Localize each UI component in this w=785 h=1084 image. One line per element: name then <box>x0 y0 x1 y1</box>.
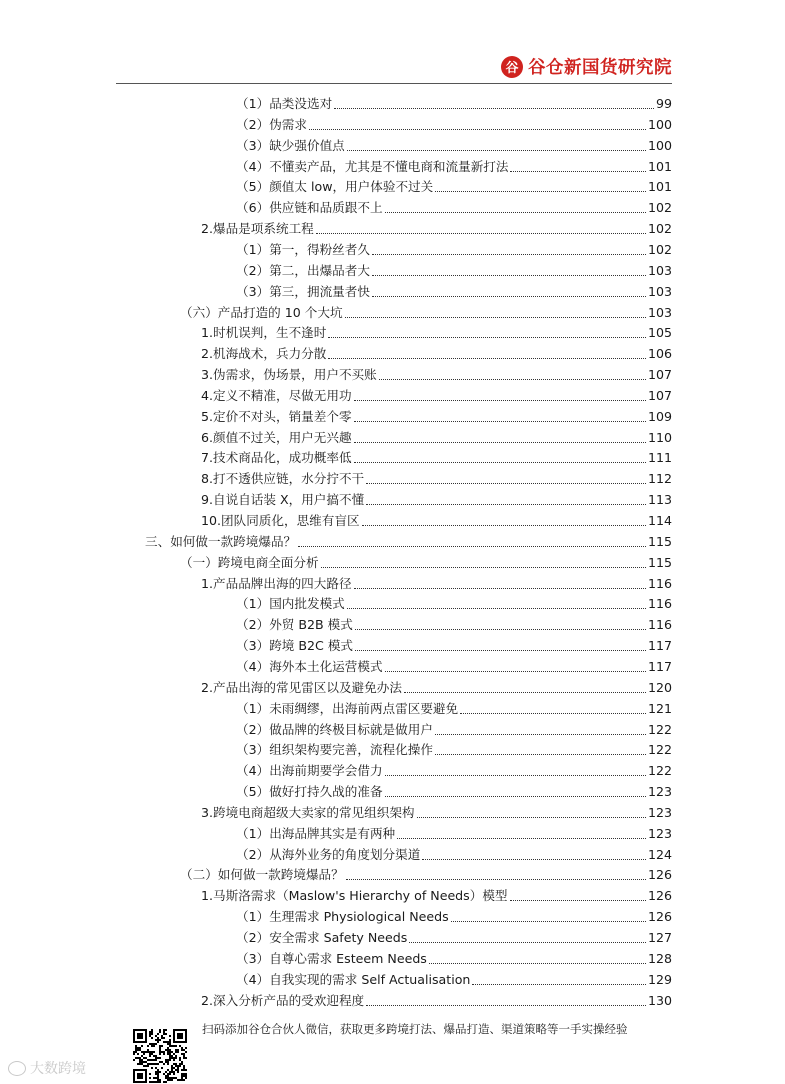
toc-entry[interactable] <box>236 845 672 865</box>
toc-entry-page-number: 114 <box>647 513 672 528</box>
toc-entry-title: （6）供应链和品质跟不上 <box>236 200 383 216</box>
toc-dot-leader <box>435 734 646 735</box>
toc-entry[interactable] <box>201 407 672 427</box>
watermark <box>8 1058 86 1078</box>
toc-entry-page-number: 122 <box>647 763 672 779</box>
toc-entry[interactable] <box>236 282 672 302</box>
toc-entry[interactable] <box>236 177 672 197</box>
toc-entry[interactable] <box>236 636 672 656</box>
toc-dot-leader <box>355 629 646 630</box>
toc-entry[interactable] <box>236 240 672 260</box>
toc-entry-title: （4）自我实现的需求 Self Actualisation <box>236 971 471 987</box>
toc-entry[interactable] <box>201 469 672 489</box>
toc-entry-page-number: 123 <box>647 825 672 841</box>
toc-dot-leader <box>362 525 646 526</box>
toc-entry-title: （2）从海外业务的角度划分渠道 <box>236 846 421 862</box>
toc-entry[interactable] <box>236 615 672 635</box>
toc-entry-page-number: 124 <box>647 846 672 862</box>
toc-entry-page-number: 101 <box>647 158 672 174</box>
toc-entry[interactable] <box>236 657 672 677</box>
toc-entry-page-number: 102 <box>647 221 672 237</box>
toc-entry-page-number: 117 <box>647 658 672 674</box>
toc-entry-title: （1）品类没选对 <box>236 96 333 111</box>
toc-entry[interactable] <box>236 949 672 969</box>
toc-dot-leader <box>354 400 646 401</box>
toc-entry-page-number: 110 <box>647 429 672 445</box>
watermark-logo-icon <box>8 1061 26 1076</box>
toc-dot-leader <box>321 567 646 568</box>
toc-entry-title: （3）第三，拥流量者快 <box>236 283 370 299</box>
toc-entry[interactable] <box>201 574 672 594</box>
toc-entry-title: （5）做好打持久战的准备 <box>236 784 383 800</box>
toc-dot-leader <box>328 358 646 359</box>
toc-entry-title: 1.时机误判，生不逢时 <box>201 325 327 341</box>
toc-dot-leader <box>366 504 646 505</box>
toc-entry[interactable] <box>201 323 672 343</box>
toc-entry-page-number: 127 <box>647 930 672 945</box>
footer-caption: 扫码添加谷仓合伙人微信，获取更多跨境打法、爆品打造、渠道策略等一手实操经验 <box>202 1022 628 1036</box>
toc-dot-leader <box>404 692 646 693</box>
logo-mark-icon: 谷 <box>501 56 523 78</box>
toc-entry-title: 9.自说自话装 X，用户搞不懂 <box>201 492 365 508</box>
toc-dot-leader <box>385 671 646 672</box>
toc-entry-title: （2）第二，出爆品者大 <box>236 262 370 278</box>
toc-dot-leader <box>460 713 646 714</box>
toc-dot-leader <box>328 337 646 338</box>
toc-entry-title: （3）缺少强价值点 <box>236 137 345 153</box>
toc-entry-title: （3）跨境 B2C 模式 <box>236 638 354 654</box>
toc-dot-leader <box>366 483 646 484</box>
toc-entry-page-number: 130 <box>647 992 672 1008</box>
toc-entry-page-number: 121 <box>647 700 672 716</box>
toc-entry-title: 1.马斯洛需求（Maslow's Hierarchy of Needs）模型 <box>201 888 508 904</box>
toc-dot-leader <box>372 254 646 255</box>
toc-entry-page-number: 126 <box>647 867 672 883</box>
toc-dot-leader <box>435 754 646 755</box>
toc-dot-leader <box>354 442 646 443</box>
toc-entry-title: （1）出海品牌其实是有两种 <box>236 825 396 841</box>
toc-entry-title: 4.定义不精准，尽做无用功 <box>201 387 352 403</box>
toc-dot-leader <box>345 317 646 318</box>
toc-dot-leader <box>385 775 646 776</box>
toc-entry[interactable] <box>201 678 672 698</box>
toc-entry-page-number: 128 <box>647 950 672 966</box>
toc-entry-page-number: 99 <box>655 96 672 111</box>
toc-entry[interactable] <box>236 928 672 948</box>
toc-entry-title: （二）如何做一款跨境爆品？ <box>180 867 344 883</box>
toc-entry-title: 6.颜值不过关，用户无兴趣 <box>201 429 352 445</box>
toc-dot-leader <box>422 859 646 860</box>
toc-entry-page-number: 122 <box>647 721 672 737</box>
toc-entry[interactable] <box>236 261 672 281</box>
toc-dot-leader <box>409 942 646 943</box>
toc-entry-title: 2.机海战术，兵力分散 <box>201 346 327 362</box>
toc-entry-page-number: 115 <box>647 533 672 549</box>
toc-entry-title: （1）第一，得粉丝者久 <box>236 241 370 257</box>
toc-entry[interactable] <box>236 94 672 114</box>
toc-entry-page-number: 116 <box>647 596 672 612</box>
toc-entry[interactable] <box>201 511 672 531</box>
toc-entry-page-number: 111 <box>647 450 672 466</box>
toc-entry[interactable] <box>180 303 672 323</box>
toc-entry-title: 3.伪需求，伪场景，用户不买账 <box>201 367 377 383</box>
toc-entry[interactable] <box>236 136 672 156</box>
toc-entry-title: （六）产品打造的 10 个大坑 <box>180 304 343 320</box>
toc-entry-title: 三、如何做一款跨境爆品？ <box>145 533 297 549</box>
toc-entry-page-number: 102 <box>647 200 672 216</box>
toc-entry-page-number: 100 <box>647 137 672 153</box>
toc-entry-page-number: 107 <box>647 387 672 403</box>
toc-dot-leader <box>354 588 646 589</box>
watermark-text: 大数跨境 <box>30 1061 86 1077</box>
toc-entry-page-number: 103 <box>647 304 672 320</box>
toc-entry[interactable] <box>236 907 672 927</box>
toc-dot-leader <box>372 275 646 276</box>
toc-entry[interactable] <box>201 428 672 448</box>
logo-text: 谷仓新国货研究院 <box>528 58 672 78</box>
toc-dot-leader <box>397 838 646 839</box>
toc-entry-page-number: 129 <box>647 971 672 987</box>
toc-entry-page-number: 103 <box>647 283 672 299</box>
toc-dot-leader <box>417 817 646 818</box>
toc-dot-leader <box>472 984 646 985</box>
toc-entry-title: （3）自尊心需求 Esteem Needs <box>236 950 427 966</box>
toc-entry-page-number: 126 <box>647 888 672 904</box>
toc-entry-title: 1.产品品牌出海的四大路径 <box>201 575 352 591</box>
toc-entry[interactable] <box>236 824 672 844</box>
toc-dot-leader <box>298 546 646 547</box>
toc-entry[interactable] <box>236 115 672 135</box>
toc-entry-title: （3）组织架构要完善，流程化操作 <box>236 742 433 758</box>
toc-entry-page-number: 126 <box>647 909 672 925</box>
toc-entry-title: 2.深入分析产品的受欢迎程度 <box>201 992 365 1008</box>
toc-dot-leader <box>346 879 646 880</box>
toc-entry-page-number: 103 <box>647 262 672 278</box>
toc-dot-leader <box>510 171 645 172</box>
toc-entry-title: 5.定价不对头，销量差个零 <box>201 408 352 424</box>
toc-dot-leader <box>316 233 646 234</box>
toc-dot-leader <box>372 296 646 297</box>
toc-entry[interactable] <box>236 594 672 614</box>
toc-entry[interactable] <box>180 865 672 885</box>
toc-entry-page-number: 122 <box>647 742 672 758</box>
toc-entry-page-number: 102 <box>647 241 672 257</box>
toc-entry-page-number: 123 <box>647 804 672 820</box>
toc-entry-page-number: 106 <box>647 346 672 362</box>
toc-entry[interactable] <box>201 365 672 385</box>
toc-entry-title: 8.打不透供应链，水分拧不干 <box>201 471 365 487</box>
toc-entry-page-number: 113 <box>647 492 672 508</box>
toc-dot-leader <box>429 963 646 964</box>
toc-entry[interactable] <box>201 803 672 823</box>
toc-entry-title: （4）海外本土化运营模式 <box>236 658 383 674</box>
toc-entry-title: （1）生理需求 Physiological Needs <box>236 909 449 925</box>
toc-entry[interactable] <box>236 782 672 802</box>
toc-entry-title: 3.跨境电商超级大卖家的常见组织架构 <box>201 804 415 820</box>
toc-entry[interactable] <box>201 448 672 468</box>
toc-entry-page-number: 112 <box>647 471 672 487</box>
toc-entry-page-number: 101 <box>647 179 672 195</box>
toc-entry-title: 10.团队同质化，思维有盲区 <box>201 513 360 528</box>
toc-entry[interactable] <box>236 740 672 760</box>
toc-dot-leader <box>451 921 646 922</box>
toc-entry-page-number: 100 <box>647 116 672 132</box>
toc-dot-leader <box>385 212 646 213</box>
toc-entry[interactable] <box>236 157 672 177</box>
toc-entry-page-number: 109 <box>647 408 672 424</box>
toc-entry-title: （5）颜值太 low，用户体验不过关 <box>236 179 434 195</box>
toc-entry[interactable] <box>201 991 672 1011</box>
toc-entry-page-number: 105 <box>647 325 672 341</box>
toc-entry[interactable] <box>236 720 672 740</box>
toc-entry-title: （1）国内批发模式 <box>236 596 345 612</box>
toc-entry-title: （2）伪需求 <box>236 116 307 132</box>
toc-entry[interactable] <box>236 699 672 719</box>
toc-entry[interactable] <box>236 761 672 781</box>
toc-dot-leader <box>379 379 646 380</box>
toc-dot-leader <box>366 1005 646 1006</box>
toc-dot-leader <box>435 191 646 192</box>
toc-entry[interactable] <box>236 970 672 990</box>
toc-entry[interactable] <box>201 886 672 906</box>
toc-entry[interactable] <box>201 219 672 239</box>
toc-dot-leader <box>347 608 646 609</box>
toc-dot-leader <box>334 108 654 109</box>
toc-dot-leader <box>309 129 646 130</box>
toc-entry[interactable] <box>201 344 672 364</box>
toc-entry-title: 7.技术商品化，成功概率低 <box>201 450 352 466</box>
toc-entry[interactable] <box>145 532 672 552</box>
toc-entry-title: （2）安全需求 Safety Needs <box>236 930 408 945</box>
toc-entry-page-number: 120 <box>647 679 672 695</box>
toc-entry-title: （2）做品牌的终极目标就是做用户 <box>236 721 433 737</box>
qr-code-icon[interactable] <box>133 1029 187 1083</box>
toc-entry-page-number: 117 <box>647 638 672 654</box>
toc-entry[interactable] <box>236 198 672 218</box>
toc-entry-title: （4）不懂卖产品，尤其是不懂电商和流量新打法 <box>236 158 509 174</box>
toc-entry-page-number: 115 <box>647 554 672 570</box>
header-divider <box>116 83 672 84</box>
toc-entry-title: （2）外贸 B2B 模式 <box>236 617 353 633</box>
toc-dot-leader <box>355 650 646 651</box>
toc-entry-page-number: 116 <box>647 617 672 633</box>
toc-dot-leader <box>347 150 646 151</box>
toc-dot-leader <box>354 462 646 463</box>
toc-entry[interactable] <box>201 386 672 406</box>
toc-entry[interactable] <box>180 553 672 573</box>
toc-entry-title: （一）跨境电商全面分析 <box>180 554 319 570</box>
brand-logo <box>501 54 672 79</box>
toc-entry-page-number: 123 <box>647 784 672 800</box>
toc-entry-page-number: 116 <box>647 575 672 591</box>
toc-entry-title: 2.爆品是项系统工程 <box>201 221 314 237</box>
toc-dot-leader <box>510 900 646 901</box>
toc-entry-title: 2.产品出海的常见雷区以及避免办法 <box>201 679 402 695</box>
toc-entry-title: （1）未雨绸缪，出海前两点雷区要避免 <box>236 700 459 716</box>
toc-dot-leader <box>385 796 646 797</box>
toc-entry[interactable] <box>201 490 672 510</box>
toc-entry-page-number: 107 <box>647 367 672 383</box>
toc-dot-leader <box>354 421 646 422</box>
toc-entry-title: （4）出海前期要学会借力 <box>236 763 383 779</box>
